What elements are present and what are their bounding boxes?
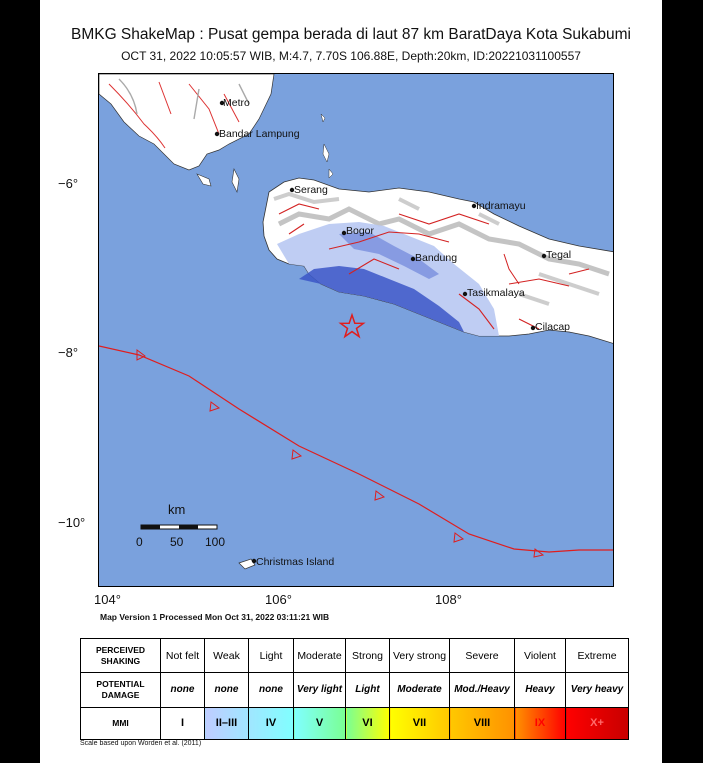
lat-tick-6: −6°	[58, 176, 79, 191]
damage-cell: none	[161, 673, 205, 707]
row-header-damage: POTENTIAL DAMAGE	[81, 673, 161, 707]
map-version-info: Map Version 1 Processed Mon Oct 31, 2022 03:11:21 WIB	[100, 612, 330, 622]
mmi-cell: IX	[515, 707, 566, 739]
lat-tick-8: −8°	[58, 345, 79, 360]
shaking-cell: Weak	[205, 639, 249, 673]
legend-row-shaking	[81, 639, 629, 673]
city-label-bandung: Bandung	[415, 252, 458, 264]
shaking-cell: Violent	[515, 639, 566, 673]
mmi-cell: VII	[390, 707, 450, 739]
mmi-cell: IV	[249, 707, 294, 739]
scale-credit: Scale based upon Worden et al. (2011)	[80, 740, 202, 747]
row-header-mmi: MMI	[81, 707, 161, 739]
damage-cell: Moderate	[390, 673, 450, 707]
lon-tick-108: 108°	[435, 592, 462, 607]
shaking-cell: Not felt	[161, 639, 205, 673]
shaking-cell: Extreme	[566, 639, 629, 673]
city-label-serang: Serang	[294, 184, 328, 196]
row-header-shaking: PERCEIVED SHAKING	[81, 639, 161, 673]
lat-tick-10: −10°	[58, 515, 86, 530]
event-info: OCT 31, 2022 10:05:57 WIB, M:4.7, 7.70S 106.88E, Depth:20km, ID:20221031100557	[121, 49, 581, 63]
city-label-tasikmalaya: Tasikmalaya	[467, 287, 525, 299]
mmi-cell: X+	[566, 707, 629, 739]
city-label-tegal: Tegal	[546, 249, 572, 261]
damage-cell: Heavy	[515, 673, 566, 707]
shaking-cell: Very strong	[390, 639, 450, 673]
damage-cell: Light	[346, 673, 390, 707]
damage-cell: none	[205, 673, 249, 707]
city-label-cilacap: Cilacap	[535, 321, 571, 333]
city-label-bandar-lampung: Bandar Lampung	[219, 128, 300, 140]
shaking-cell: Strong	[346, 639, 390, 673]
mmi-cell: I	[161, 707, 205, 739]
lon-tick-104: 104°	[94, 592, 121, 607]
damage-cell: Mod./Heavy	[450, 673, 515, 707]
mmi-cell: II–III	[205, 707, 249, 739]
lon-tick-106: 106°	[265, 592, 292, 607]
shaking-cell: Severe	[450, 639, 515, 673]
city-label-bogor: Bogor	[346, 225, 375, 237]
mmi-cell: VIII	[450, 707, 515, 739]
shaking-cell: Moderate	[294, 639, 346, 673]
shaking-cell: Light	[249, 639, 294, 673]
shakemap-page	[40, 0, 662, 763]
city-label-christmas-island: Christmas Island	[256, 556, 335, 568]
legend-row-damage	[81, 673, 629, 707]
legend-row-mmi	[81, 707, 629, 739]
scale-unit-label: km	[168, 502, 186, 517]
mmi-cell: VI	[346, 707, 390, 739]
map-title: BMKG ShakeMap : Pusat gempa berada di laut 87 km BaratDaya Kota Sukabumi	[70, 26, 632, 43]
city-label-indramayu: Indramayu	[476, 200, 526, 212]
scale-label-0: 0	[136, 535, 143, 549]
mmi-cell: V	[294, 707, 346, 739]
shakemap-map	[98, 73, 614, 587]
damage-cell: Very heavy	[566, 673, 629, 707]
scale-label-50: 50	[170, 535, 184, 549]
intensity-legend	[80, 638, 629, 740]
city-label-metro: Metro	[223, 97, 250, 109]
damage-cell: Very light	[294, 673, 346, 707]
scale-label-100: 100	[205, 535, 226, 549]
damage-cell: none	[249, 673, 294, 707]
